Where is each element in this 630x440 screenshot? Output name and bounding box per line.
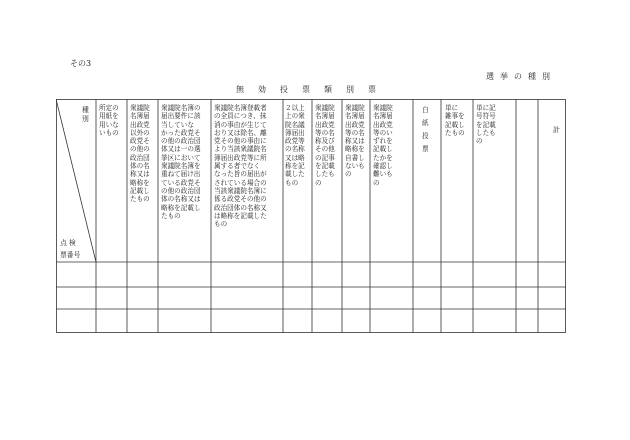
column-header-2: 衆議院 名簿届 出政党 以外の 政党そ の他の 政治団 体の名 称又は 略称を 記載し たもの: [130, 104, 150, 204]
category-header: 種 別: [82, 106, 89, 123]
column-header-10: 単に 雑事を 記載し たもの: [445, 104, 465, 137]
classification-table: [56, 99, 566, 333]
inspection-label: 点 検: [60, 239, 76, 247]
column-header-9: 白 紙 投 票: [422, 106, 429, 153]
ballot-number-label: 票番号: [60, 251, 81, 259]
column-header-5: ２以上 上の衆 院名議 簿届出 政党等 の名称 又は略 称を記 載した もの: [285, 104, 305, 187]
page-title: 無効投票類別票: [236, 85, 390, 94]
column-header-8: 衆議院 名簿届 出政党 等のい ずれを 記載し たかを 確認し 難いも の: [373, 104, 393, 187]
form-number: その3: [70, 59, 92, 68]
total-column-header: 計: [553, 126, 560, 134]
column-header-3: 衆議院名簿の 届出要件に該 当していな かった政党そ の他の政治団 体又は一の選 挙区において 衆議院名簿を 重ねて届け出 ている政党そ の他の政治団 体の名称又は 略称を記載し たもの: [161, 104, 201, 220]
column-header-4: 衆議院名簿登載者 の全員につき、抹 消の事由が生じて おり又は除名、離 党その他の事由に より当該衆議院名 簿届出政党等に所 属する者でなく なった旨の届出が されている場合の 当該衆議院名簿に 係る政党その他の 政治団体の名称又 は略称を記載した もの: [214, 104, 267, 229]
column-header-1: 所定の 用紙を 用いな いもの: [99, 104, 119, 137]
column-header-7: 衆議院 名簿届 出政党 等の名 称又は 略称を 自書し ないも の: [345, 104, 365, 179]
column-header-11: 単に記 号符号 を記載 したも の: [476, 104, 496, 146]
column-header-6: 衆議院 名簿届 出政党 等の名 称及び その他 の記事 を記載 したも の: [315, 104, 335, 187]
election-type-label: 選挙の種別: [486, 72, 556, 81]
